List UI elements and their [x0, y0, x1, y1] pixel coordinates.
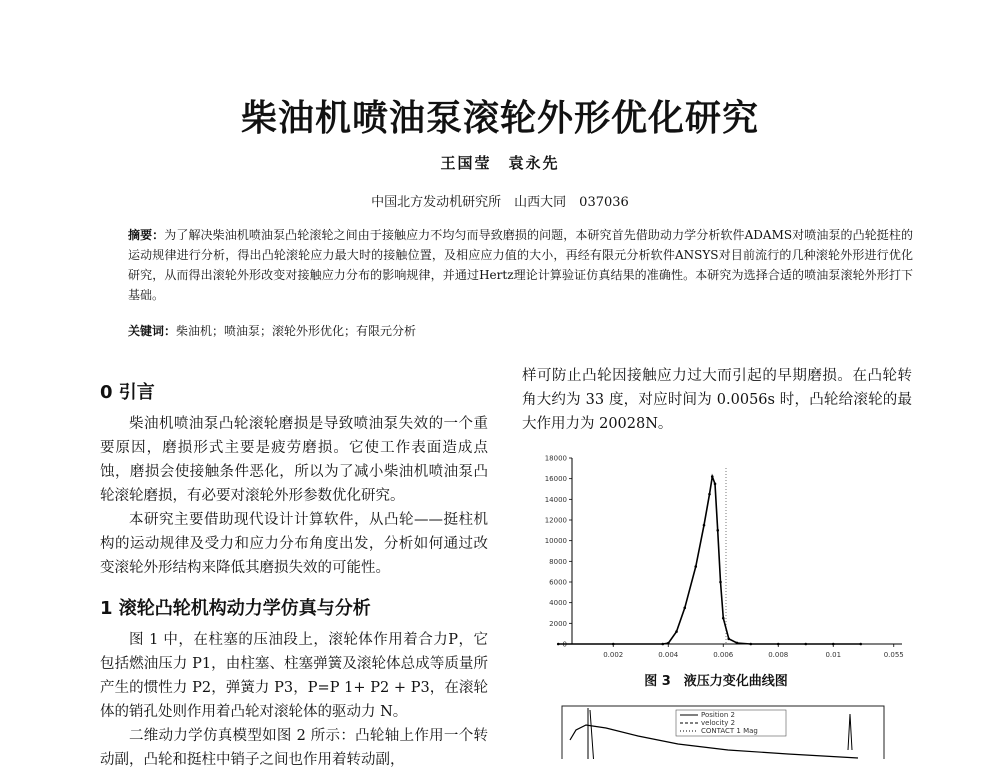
data-point: [716, 529, 719, 532]
series-line: [558, 477, 860, 644]
data-point: [703, 524, 706, 527]
y-tick-label: 10000: [544, 537, 567, 546]
data-point: [708, 493, 711, 496]
data-point: [832, 643, 835, 646]
left-column-bottom: [100, 628, 488, 772]
figure-3-chart: [520, 448, 912, 666]
section-1-heading: 1 滚轮凸轮机构动力学仿真与分析: [100, 598, 371, 619]
y-tick-label: 14000: [544, 495, 567, 504]
data-point: [804, 643, 807, 646]
figure-3-caption: 图 3 液压力变化曲线图: [644, 674, 788, 689]
authors: 王国莹 袁永先: [440, 154, 560, 172]
data-point: [667, 642, 670, 645]
y-tick-label: 6000: [549, 578, 567, 587]
data-point: [612, 643, 615, 646]
y-tick-label: 2000: [549, 619, 567, 628]
legend-label-3: CONTACT 1 Mag: [701, 727, 758, 735]
x-tick-label: 0.01: [825, 651, 842, 659]
paper-title: 柴油机喷油泵滚轮外形优化研究: [240, 98, 759, 139]
chart-x-ticks: [603, 644, 904, 659]
data-point: [719, 581, 722, 584]
y-tick-label: 16000: [544, 475, 567, 484]
x-tick-label: 0.008: [768, 651, 789, 659]
left-column-top: [100, 412, 488, 580]
x-tick-label: 0.006: [713, 651, 734, 659]
chart-y-ticks: [545, 455, 572, 649]
data-point: [749, 643, 752, 646]
keywords-label: 关键词：: [128, 324, 177, 338]
abstract: [128, 225, 913, 305]
legend-label-1: Position 2: [701, 711, 735, 719]
paragraph: 本研究主要借助现代设计计算软件，从凸轮——挺柱机构的运动规律及受力和应力分布角度出发，分析如何通过改变滚轮外形结构来降低其磨损失效的可能性。: [100, 512, 488, 576]
data-point: [711, 475, 714, 478]
y-tick-label: 8000: [549, 557, 567, 566]
chart-axes: [572, 458, 902, 644]
abstract-text: 为了解决柴油机喷油泵凸轮滚轮之间由于接触应力不均匀而导致磨损的问题，本研究首先借助动力学分析软件ADAMS对喷油泵的凸轮挺柱的运动规律进行分析，得出凸轮滚轮应力最大时的接触位置，及相应应力值的大小，再经有限元分析软件ANSYS对目前流行的几种滚轮外形进行优化研究，从而得出滚轮外形改变对接触应力分布的影响规律，并通过Hertz理论计算验证仿真结果的准确性。本研究为选择合适的喷油泵滚轮外形打下基础。: [128, 228, 913, 302]
legend-label-2: velocity 2: [701, 719, 736, 727]
x-tick-label: 0.055: [883, 651, 904, 659]
y-tick-label: 0: [562, 640, 567, 649]
abstract-label: 摘要：: [128, 228, 165, 242]
figure-4-spike: [588, 708, 594, 759]
section-0-heading: 0 引言: [100, 382, 155, 403]
keywords-text: 柴油机；喷油泵；滚轮外形优化；有限元分析: [176, 324, 417, 338]
data-point: [859, 643, 862, 646]
figure-4-chart: [528, 700, 908, 759]
paragraph: 柴油机喷油泵凸轮滚轮磨损是导致喷油泵失效的一个重要原因，磨损形式主要是疲劳磨损。它使工作表面造成点蚀，磨损会使接触条件恶化，所以为了减小柴油机喷油泵凸轮滚轮磨损，有必要对滚轮外形参数优化研究。: [100, 416, 488, 504]
paragraph: 图 1 中，在柱塞的压油段上，滚轮体作用着合力P，它包括燃油压力 P1，由柱塞、柱塞弹簧及滚轮体总成等质量所产生的惯性力 P2，弹簧力 P3，P=P 1+ P2 + P3，在滚轮体的销孔处则作用着凸轮对滚轮体的驱动力 N。: [100, 632, 488, 720]
data-point: [557, 643, 560, 646]
data-point: [722, 617, 725, 620]
keywords: [128, 322, 416, 339]
series-points: [557, 475, 862, 645]
data-point: [694, 565, 697, 568]
y-tick-label: 4000: [549, 599, 567, 608]
y-tick-label: 12000: [544, 516, 567, 525]
data-point: [714, 483, 717, 486]
data-point: [777, 643, 780, 646]
data-point: [675, 630, 678, 633]
x-tick-label: 0.004: [658, 651, 679, 659]
paragraph: 二维动力学仿真模型如图 2 所示：凸轮轴上作用一个转动副，凸轮和挺柱中销子之间也作用着转动副，: [100, 728, 488, 768]
data-point: [736, 642, 739, 645]
data-point: [727, 638, 730, 641]
paragraph: 样可防止凸轮因接触应力过大而引起的早期磨损。在凸轮转角大约为 33 度，对应时间为 0.0056s 时，凸轮给滚轮的最大作用力为 20028N。: [522, 368, 912, 432]
data-point: [683, 607, 686, 610]
data-point: [661, 643, 664, 646]
affiliation: 中国北方发动机研究所 山西大同 037036: [371, 195, 629, 210]
x-tick-label: 0.002: [603, 651, 624, 659]
figure-4-spike-right: [848, 714, 852, 750]
right-column-text: [522, 364, 912, 436]
y-tick-label: 18000: [544, 454, 567, 463]
